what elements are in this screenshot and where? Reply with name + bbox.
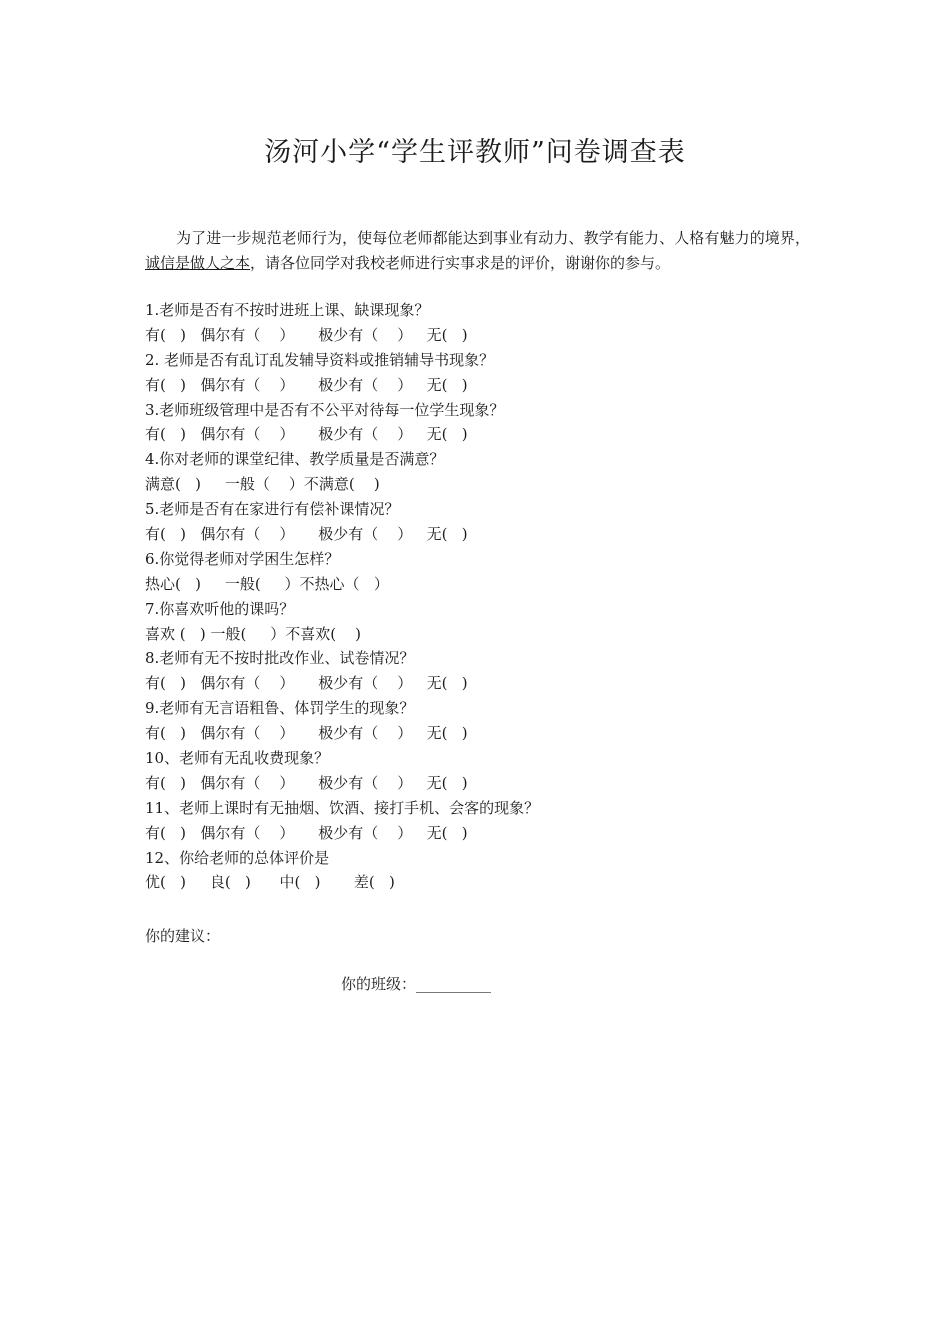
question-text: 5.老师是否有在家进行有偿补课情况？ [145, 500, 400, 519]
class-field-label: 你的班级：__________ [341, 975, 492, 993]
question-text: 6.你觉得老师对学困生怎样？ [145, 549, 340, 568]
question-item [145, 298, 810, 348]
answer-options: 有( ) 偶尔有（ ） 极少有（ ） 无( ) [145, 425, 468, 444]
question-text: 1.老师是否有不按时进班上课、缺课现象？ [145, 301, 430, 319]
answer-options: 有( ) 偶尔有（ ） 极少有（ ） 无( ) [145, 823, 468, 842]
question-item [145, 348, 810, 398]
question-item [145, 746, 810, 796]
intro-text-after: ，请各位同学对我校老师进行实事求是的评价，谢谢你的参与。 [250, 254, 671, 272]
question-text: 3.老师班级管理中是否有不公平对待每一位学生现象？ [145, 400, 505, 419]
question-item [145, 398, 810, 448]
question-item [145, 646, 810, 696]
question-item [145, 696, 810, 746]
question-item [145, 597, 810, 647]
question-text: 9.老师有无言语粗鲁、体罚学生的现象？ [145, 699, 415, 718]
intro-paragraph [145, 226, 810, 276]
answer-options: 有( ) 偶尔有（ ） 极少有（ ） 无( ) [145, 375, 468, 394]
question-list [145, 298, 810, 895]
answer-options: 有( ) 偶尔有（ ） 极少有（ ） 无( ) [145, 724, 468, 743]
answer-options: 有( ) 偶尔有（ ） 极少有（ ） 无( ) [145, 674, 468, 693]
intro-underlined-text: 诚信是做人之本 [145, 254, 251, 272]
question-text: 12、你给老师的总体评价是 [145, 848, 330, 867]
question-item [145, 547, 810, 597]
suggestion-label: 你的建议： [145, 927, 221, 945]
page-title: 汤河小学“学生评教师”问卷调查表 [264, 137, 686, 168]
intro-text-before: 为了进一步规范老师行为，使每位老师都能达到事业有动力、教学有能力、人格有魅力的境界， [176, 229, 810, 247]
answer-options: 喜欢 ( ) 一般( ）不喜欢( ) [145, 624, 362, 643]
question-item [145, 497, 810, 547]
question-text: 8.老师有无不按时批改作业、试卷情况？ [145, 649, 415, 668]
answer-options: 满意( ) 一般（ ）不满意( ) [145, 475, 380, 494]
question-text: 7.你喜欢听他的课吗？ [145, 599, 295, 618]
answer-options: 有( ) 偶尔有（ ） 极少有（ ） 无( ) [145, 525, 468, 544]
question-item [145, 796, 810, 846]
question-text: 11、老师上课时有无抽烟、饮酒、接打手机、会客的现象？ [145, 798, 540, 817]
question-text: 2. 老师是否有乱订乱发辅导资料或推销辅导书现象？ [145, 350, 495, 369]
answer-options: 有( ) 偶尔有（ ） 极少有（ ） 无( ) [145, 325, 468, 344]
answer-options: 热心( ) 一般( ）不热心（ ） [145, 574, 389, 593]
question-item [145, 846, 810, 896]
answer-options: 优( ) 良( ) 中( ) 差( ) [145, 873, 395, 892]
question-text: 10、老师有无乱收费现象？ [145, 749, 330, 768]
question-item [145, 447, 810, 497]
question-text: 4.你对老师的课堂纪律、教学质量是否满意？ [145, 450, 445, 469]
answer-options: 有( ) 偶尔有（ ） 极少有（ ） 无( ) [145, 773, 468, 792]
